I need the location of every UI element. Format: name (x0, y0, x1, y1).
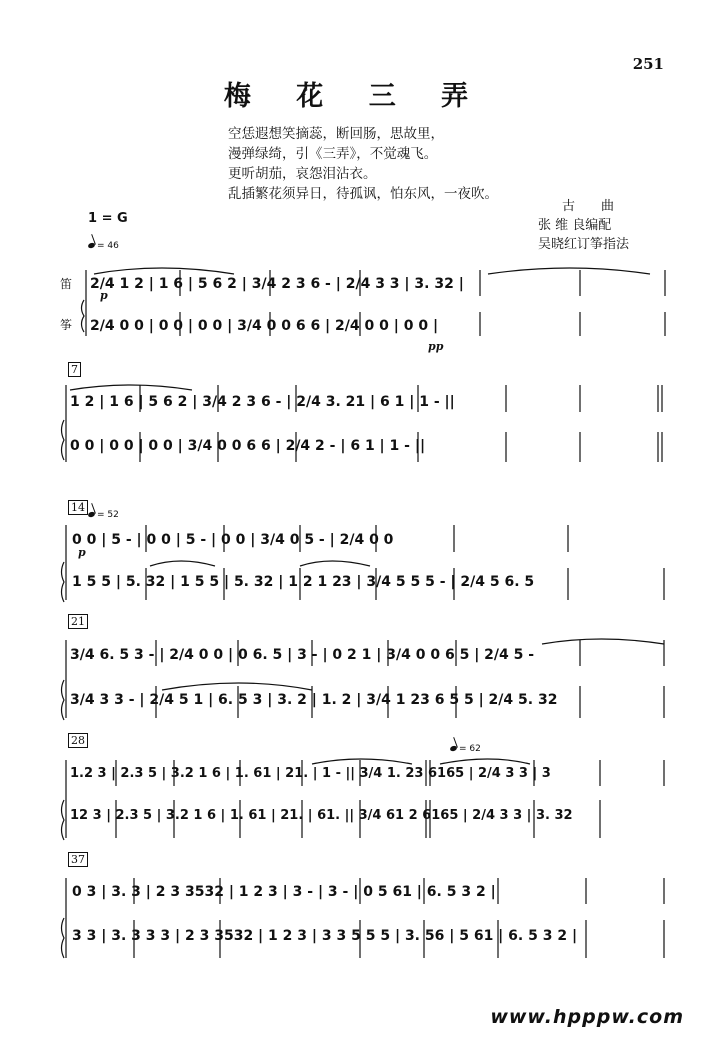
instrument-label-flute: 笛 (60, 277, 73, 291)
zheng-staff: 0 0 | 0 0 | 0 0 | 3/4 0 0 6 6 | 2/4 2 - | 6 1 | 1 - || (70, 438, 426, 454)
credit-origin: 古 曲 (562, 199, 615, 214)
zheng-staff: 2/4 0 0 | 0 0 | 0 0 | 3/4 0 0 6 6 | 2/4 0 0 | 0 0 | (90, 318, 439, 334)
tempo-value: = 46 (97, 241, 119, 251)
measure-number: 7 (68, 362, 81, 377)
flute-staff: 1 2 | 1 6 | 5 6 2 | 3/4 2 3 6 - | 2/4 3. 21 | 6 1 | 1 - || (70, 394, 455, 410)
flute-staff: 0 0 | 5 - | 0 0 | 5 - | 0 0 | 3/4 0 5 - | 2/4 0 0 (72, 532, 394, 548)
measure-number: 37 (68, 852, 88, 867)
tempo-value: = 62 (459, 744, 481, 754)
poem-line: 更听胡茄，哀怨泪沾衣。 (228, 166, 377, 182)
page-number: 251 (632, 55, 664, 73)
system-brace (62, 562, 65, 602)
zheng-staff: 3 3 | 3. 3 3 3 | 2 3 3532 | 1 2 3 | 3 3 5 5 5 | 3. 56 | 5 61 | 6. 5 3 2 | (72, 928, 578, 944)
system-brace (82, 300, 85, 332)
system-brace (62, 420, 65, 460)
poem-line: 空恁遐想笑摘蕊，断回肠，思故里， (228, 126, 444, 142)
flute-staff: 1.2 3 | 2.3 5 | 3.2 1 6 | 1. 61 | 21. | 1 - || 3/4 1. 23 6165 | 2/4 3 3 | 3 (70, 766, 551, 781)
poem-line: 漫弹绿绮，引《三弄》，不觉魂飞。 (228, 146, 438, 162)
flute-staff: 3/4 6. 5 3 - | 2/4 0 0 | 0 6. 5 | 3 - | 0 2 1 | 3/4 0 0 6 5 | 2/4 5 - (70, 647, 535, 663)
page-title: 梅 花 三 弄 (223, 81, 487, 112)
flute-staff: 0 3 | 3. 3 | 2 3 3532 | 1 2 3 | 3 - | 3 - | 0 5 61 | 6. 5 3 2 | (72, 884, 496, 900)
dynamic-marking: p (78, 546, 86, 559)
dynamic-marking: pp (428, 340, 444, 353)
system-brace (62, 800, 65, 840)
zheng-staff: 3/4 3 3 - | 2/4 5 1 | 6. 5 3 | 3. 2 | 1. 2 | 3/4 1 23 6 5 5 | 2/4 5. 32 (70, 692, 558, 708)
watermark: www.hpppw.com (490, 1006, 684, 1028)
system-brace (62, 918, 65, 958)
tempo-value: = 52 (97, 510, 119, 520)
measure-number: 14 (68, 500, 88, 515)
measure-number: 28 (68, 733, 88, 748)
flute-staff: 2/4 1 2 | 1 6 | 5 6 2 | 3/4 2 3 6 - | 2/4 3 3 | 3. 32 | (90, 276, 464, 292)
zheng-staff: 12 3 | 2.3 5 | 3.2 1 6 | 1. 61 | 21. | 61. || 3/4 61 2 6165 | 2/4 3 3 | 3. 32 (70, 808, 573, 823)
instrument-label-zheng: 筝 (60, 318, 73, 332)
system-brace (62, 680, 65, 720)
dynamic-marking: p (100, 289, 108, 302)
credit-fingering: 吴晓红订筝指法 (538, 237, 630, 252)
measure-number: 21 (68, 614, 88, 629)
zheng-staff: 1 5 5 | 5. 32 | 1 5 5 | 5. 32 | 1 2 1 23 | 3/4 5 5 5 - | 2/4 5 6. 5 (72, 574, 535, 590)
key-signature: 1 = G (88, 211, 128, 226)
credit-arranger: 张 维 良编配 (538, 218, 612, 233)
poem-line: 乱插繁花须异日，待孤讽，怕东风，一夜吹。 (228, 186, 498, 202)
